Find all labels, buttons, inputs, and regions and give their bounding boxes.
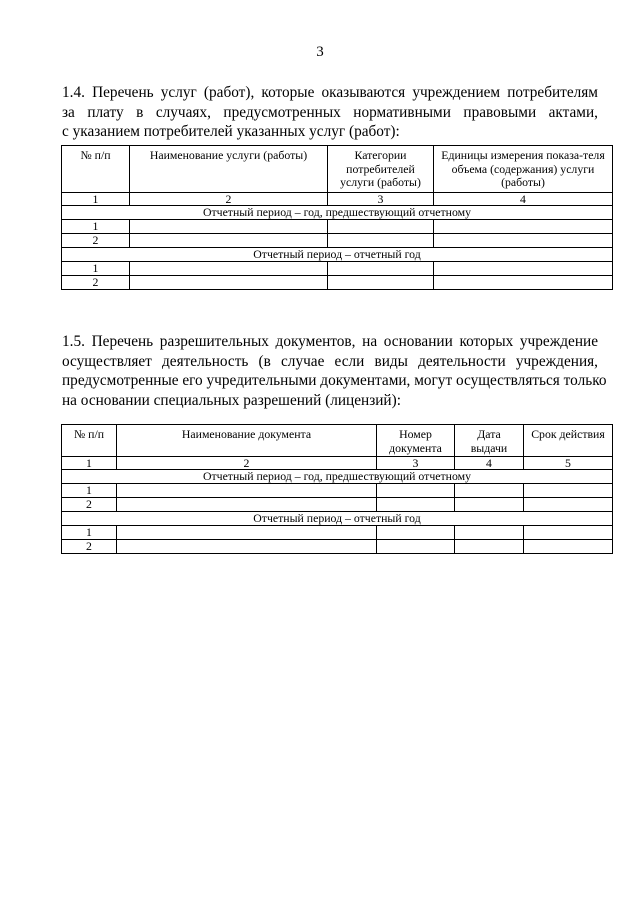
empty-cell — [130, 220, 328, 234]
column-number: 5 — [524, 457, 613, 470]
column-number: 3 — [328, 193, 434, 206]
column-number: 4 — [434, 193, 613, 206]
empty-cell — [434, 262, 613, 276]
empty-cell — [130, 234, 328, 248]
empty-cell — [524, 498, 613, 512]
section-1-5-heading — [62, 332, 607, 410]
empty-cell — [455, 526, 524, 540]
empty-cell — [455, 498, 524, 512]
col-header-number: № п/п — [62, 425, 117, 457]
row-number: 2 — [62, 234, 130, 248]
row-number: 1 — [62, 262, 130, 276]
section-1-5-line: предусмотренные его учредительными документами, могут осуществляться только — [62, 372, 607, 389]
column-number: 2 — [117, 457, 377, 470]
col-header-document-number: Номер документа — [377, 425, 455, 457]
row-number: 2 — [62, 276, 130, 290]
table-row — [62, 540, 613, 554]
empty-cell — [328, 276, 434, 290]
empty-cell — [434, 276, 613, 290]
col-header-validity-period: Срок действия — [524, 425, 613, 457]
empty-cell — [328, 234, 434, 248]
empty-cell — [130, 276, 328, 290]
section-1-4-heading — [62, 83, 598, 142]
permits-table — [61, 424, 613, 554]
col-header-document-name: Наименование документа — [117, 425, 377, 457]
col-header-consumer-categories: Категории потребителей услуги (работы) — [328, 146, 434, 193]
empty-cell — [434, 234, 613, 248]
column-number: 3 — [377, 457, 455, 470]
section-1-4-line: 1.4. Перечень услуг (работ), которые оказываются учреждением потребителям — [62, 84, 598, 101]
empty-cell — [117, 484, 377, 498]
table-row — [62, 220, 613, 234]
empty-cell — [377, 484, 455, 498]
empty-cell — [434, 220, 613, 234]
empty-cell — [455, 484, 524, 498]
empty-cell — [130, 262, 328, 276]
empty-cell — [455, 540, 524, 554]
empty-cell — [117, 498, 377, 512]
row-number: 2 — [62, 540, 117, 554]
table-row — [62, 276, 613, 290]
table-row — [62, 526, 613, 540]
empty-cell — [524, 526, 613, 540]
empty-cell — [377, 498, 455, 512]
row-number: 1 — [62, 220, 130, 234]
table-row — [62, 262, 613, 276]
row-number: 2 — [62, 498, 117, 512]
col-header-number: № п/п — [62, 146, 130, 193]
col-header-units: Единицы измерения показа-теля объема (содержания) услуги (работы) — [434, 146, 613, 193]
section-1-5-line: 1.5. Перечень разрешительных документов, на основании которых учреждение — [62, 333, 598, 350]
period-row-previous-year: Отчетный период – год, предшествующий отчетному — [62, 206, 613, 220]
empty-cell — [117, 540, 377, 554]
row-number: 1 — [62, 526, 117, 540]
section-1-4-line: с указанием потребителей указанных услуг (работ): — [62, 123, 400, 140]
period-row-current-year: Отчетный период – отчетный год — [62, 248, 613, 262]
empty-cell — [328, 262, 434, 276]
column-number: 1 — [62, 457, 117, 470]
empty-cell — [328, 220, 434, 234]
col-header-issue-date: Дата выдачи — [455, 425, 524, 457]
section-1-5-line: осуществляет деятельность (в случае если виды деятельности учреждения, — [62, 352, 598, 370]
period-row-current-year: Отчетный период – отчетный год — [62, 512, 613, 526]
empty-cell — [524, 540, 613, 554]
services-table — [61, 145, 613, 290]
empty-cell — [524, 484, 613, 498]
period-row-previous-year: Отчетный период – год, предшествующий отчетному — [62, 470, 613, 484]
column-number: 2 — [130, 193, 328, 206]
row-number: 1 — [62, 484, 117, 498]
table-row — [62, 498, 613, 512]
empty-cell — [377, 526, 455, 540]
empty-cell — [117, 526, 377, 540]
col-header-service-name: Наименование услуги (работы) — [130, 146, 328, 193]
table-row — [62, 484, 613, 498]
section-1-5-line: на основании специальных разрешений (лицензий): — [62, 391, 401, 409]
column-number: 1 — [62, 193, 130, 206]
table-row — [62, 234, 613, 248]
section-1-4-line: за плату в случаях, предусмотренных нормативными правовыми актами, — [62, 103, 598, 121]
empty-cell — [377, 540, 455, 554]
page-number: 3 — [316, 44, 324, 60]
column-number: 4 — [455, 457, 524, 470]
